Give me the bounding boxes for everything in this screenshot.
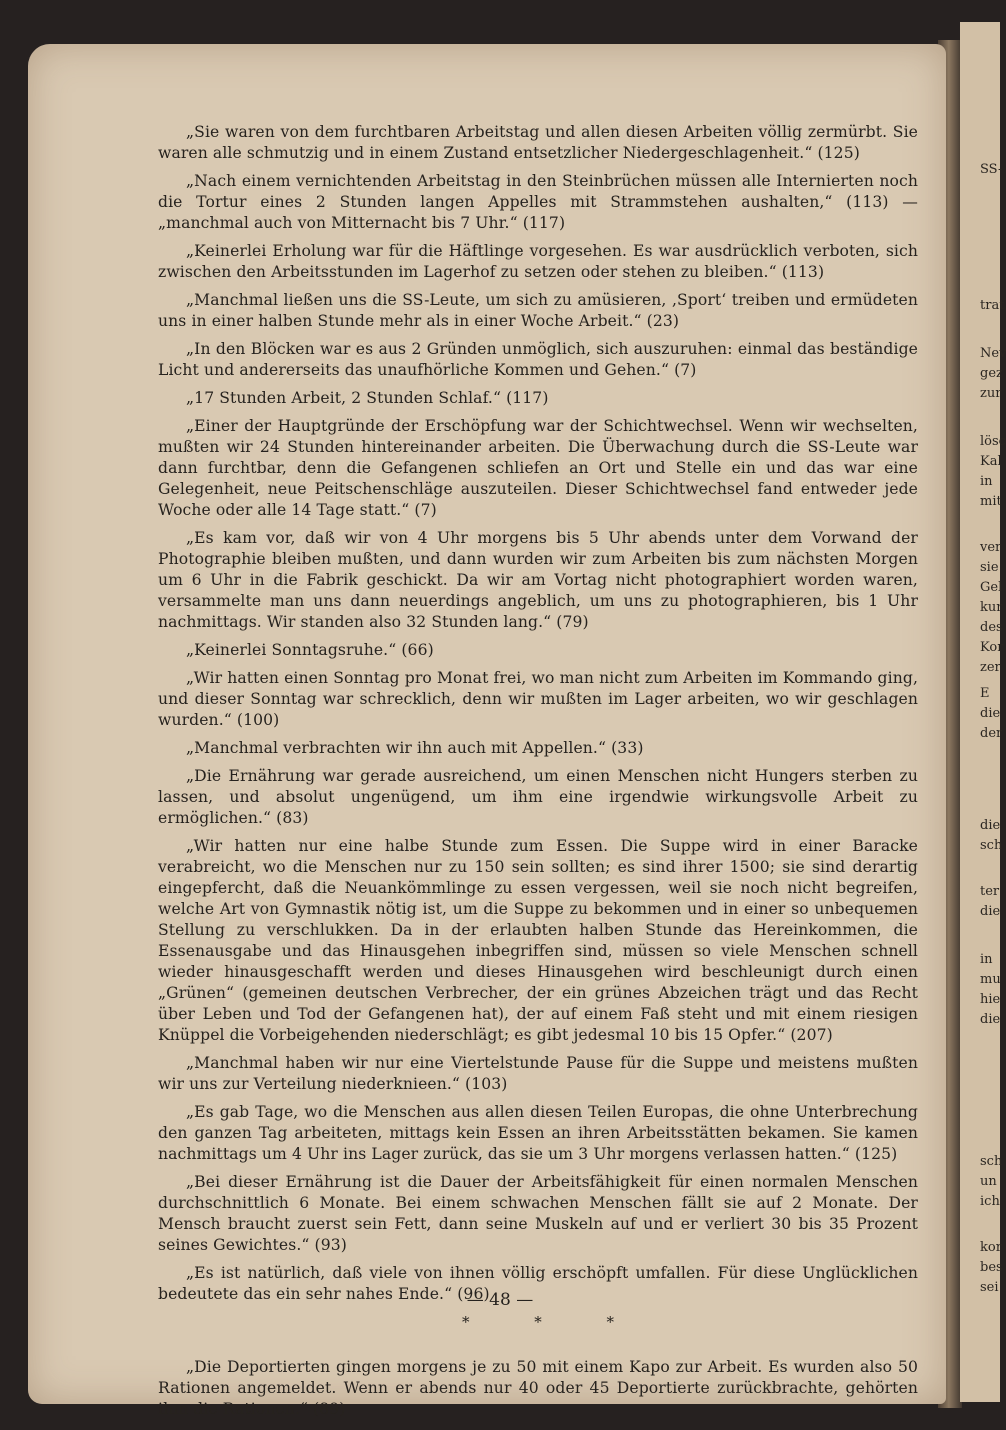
quote-paragraph: „Bei dieser Ernährung ist die Dauer der Arbeitsfähigkeit für einen normalen Menschen durchschnittlich 6 Monate. Bei einem schwachen Menschen fällt sie auf 2 Monate. Der Mensch braucht zuerst sein Fett, dann seine Muskeln auf und er verliert 30 bis 35 Prozent seines Gewichtes.“ (93): [158, 1173, 918, 1254]
adjacent-page-fragment: trat: [980, 298, 1005, 313]
adjacent-page-fragment: bes: [980, 1260, 1003, 1275]
quote-paragraph: „Einer der Hauptgründe der Erschöpfung war der Schichtwechsel. Wenn wir wechselten, mußten wir 24 Stunden hintereinander arbeiten. Die Überwachung durch die SS-Leute war dann furchtbar, denn die Gefangenen schliefen an Ort und Stelle ein und das war eine Gelegenheit, neue Peitschenschläge auszuteilen. Dieser Schichtwechsel fand entweder jede Woche oder alle 14 Tage statt.“ (7): [158, 417, 918, 519]
adjacent-page-fragment: sie: [980, 560, 999, 575]
quote-paragraph: „Nach einem vernichtenden Arbeitstag in den Steinbrüchen müssen alle Internierten noch die Tortur eines 2 Stunden langen Appelles mit Strammstehen aushalten,“ (113) — „manchmal auch von Mitternacht bis 7 Uhr.“ (117): [158, 172, 918, 232]
quote-paragraph: „Manchmal verbrachten wir ihn auch mit Appellen.“ (33): [186, 739, 644, 757]
quote-paragraph: „Manchmal ließen uns die SS-Leute, um sich zu amüsieren, ‚Sport‘ treiben und ermüdeten uns in einer halben Stunde mehr als in einer Woche Arbeit.“ (23): [158, 291, 918, 330]
adjacent-page-edge: [960, 22, 1006, 1402]
adjacent-page-fragment: E: [980, 686, 990, 701]
adjacent-page-fragment: ter: [980, 884, 1000, 899]
adjacent-page-fragment: kor: [980, 1240, 1002, 1255]
quote-paragraph: „Keinerlei Sonntagsruhe.“ (66): [186, 641, 434, 659]
adjacent-page-fragment: sch: [980, 838, 1003, 853]
quote-paragraph: „17 Stunden Arbeit, 2 Stunden Schlaf.“ (117): [186, 389, 549, 407]
section-separator: * * *: [461, 1313, 615, 1331]
adjacent-page-fragment: in: [980, 952, 993, 967]
adjacent-page-fragment: gez: [980, 366, 1003, 381]
adjacent-page-fragment: kur: [980, 600, 1003, 615]
quote-paragraph: „Es gab Tage, wo die Menschen aus allen diesen Teilen Europas, die ohne Unterbrechung den ganzen Tag arbeiteten, mittags kein Essen an ihren Arbeitsstätten bekamen. Sie kamen nachmittags um 4 Uhr ins Lager zurück, das sie um 3 Uhr morgens verlassen hatten.“ (125): [158, 1103, 918, 1163]
adjacent-page-fragment: hie: [980, 992, 1001, 1007]
adjacent-page-fragment: sei: [980, 1280, 999, 1295]
adjacent-page-fragment: zur: [980, 386, 1002, 401]
quote-paragraph: „Wir hatten einen Sonntag pro Monat frei, wo man nicht zum Arbeiten im Kommando ging, und dieser Sonntag war schrecklich, denn wir mußten im Lager arbeiten, wo wir geschlagen wurden.“ (100): [158, 669, 918, 729]
quote-paragraph: „Wir hatten nur eine halbe Stunde zum Essen. Die Suppe wird in einer Baracke verabreicht, wo die Menschen nur zu 150 sein sollten; es sind ihrer 1500; sie sind derartig eingepfercht, daß die Neuankömmlinge zu essen vergessen, weil sie noch nicht begreifen, welche Art von Gymnastik nötig ist, um die Suppe zu bekommen und in einer so unbequemen Stellung zu verschlukken. Da in der erlaubten halben Stunde das Hereinkommen, die Essenausgabe und das Hinausgehen inbegriffen sind, müssen so viele Menschen schnell wieder hinausgeschafft werden und dieses Hinausgehen wird beschleunigt durch einen „Grünen“ (gemeinen deutschen Verbrecher, der ein grünes Abzeichen trägt und das Recht über Leben und Tod der Gefangenen hat), der auf einem Faß steht und mit einem riesigen Knüppel die Vorbeigehenden niederschlägt; es gibt jedesmal 10 bis 15 Opfer.“ (207): [158, 837, 918, 1044]
adjacent-page-fragment: mit: [980, 494, 1002, 509]
adjacent-page-fragment: mu: [980, 972, 1001, 987]
adjacent-page-fragment: in: [980, 474, 993, 489]
adjacent-page-fragment: die: [980, 818, 1001, 833]
adjacent-page-fragment: der: [980, 726, 1003, 741]
adjacent-page-fragment: sch: [980, 1154, 1003, 1169]
adjacent-page-fragment: die: [980, 706, 1001, 721]
adjacent-page-fragment: zer: [980, 660, 1001, 675]
quote-paragraph: „Die Ernährung war gerade ausreichend, um einen Menschen nicht Hungers sterben zu lassen, und absolut ungenügend, um ihm eine irgendwie wirkungsvolle Arbeit zu ermöglichen.“ (83): [158, 767, 918, 827]
adjacent-page-fragment: ich: [980, 1194, 1000, 1209]
final-quote-paragraph: „Die Deportierten gingen morgens je zu 50 mit einem Kapo zur Arbeit. Es wurden also 50 Rationen angemeldet. Wenn er abends nur 40 oder 45 Deportierte zurückbrachte, gehörten ihm die Rationen.“ (89): [158, 1358, 918, 1418]
adjacent-page-fragment: die: [980, 1012, 1001, 1027]
adjacent-page-fragment: die: [980, 904, 1001, 919]
adjacent-page-fragment: un: [980, 1174, 997, 1189]
page-body-text: [158, 122, 918, 1427]
quote-paragraph: „Es kam vor, daß wir von 4 Uhr morgens bis 5 Uhr abends unter dem Vorwand der Photographie bleiben mußten, und dann wurden wir zum Arbeiten bis zum nächsten Morgen um 6 Uhr in die Fabrik geschickt. Da wir am Vortag nicht photographiert worden waren, versammelte man uns dann neuerdings angeblich, um uns zu photographieren, bis 1 Uhr nachmittags. Wir standen also 32 Stunden lang.“ (79): [158, 529, 918, 631]
adjacent-page-fragment: Gel: [980, 580, 1003, 595]
quote-paragraph: „Es ist natürlich, daß viele von ihnen völlig erschöpft umfallen. Für diese Unglücklichen bedeutete das ein sehr nahes Ende.“ (96): [158, 1264, 918, 1303]
quote-paragraph: „Sie waren von dem furchtbaren Arbeitstag und allen diesen Arbeiten völlig zermürbt. Sie waren alle schmutzig und in einem Zustand entsetzlicher Niedergeschlagenheit.“ (125): [158, 123, 918, 162]
adjacent-page-fragment: Kal: [980, 454, 1002, 469]
page-number: — 48 —: [466, 1290, 534, 1310]
quote-paragraph: „Manchmal haben wir nur eine Viertelstunde Pause für die Suppe und meistens mußten wir uns zur Verteilung niederknieen.“ (103): [158, 1054, 918, 1093]
adjacent-page-fragment: Nev: [980, 346, 1006, 361]
adjacent-page-fragment: Kor: [980, 640, 1004, 655]
adjacent-page-fragment: lösc: [980, 434, 1006, 449]
quote-paragraph: „Keinerlei Erholung war für die Häftlinge vorgesehen. Es war ausdrücklich verboten, sich zwischen den Arbeitsstunden im Lagerhof zu setzen oder stehen zu bleiben.“ (113): [158, 242, 918, 281]
quote-paragraph: „In den Blöcken war es aus 2 Gründen unmöglich, sich auszuruhen: einmal das beständige Licht und andererseits das unaufhörliche Kommen und Gehen.“ (7): [158, 340, 918, 379]
adjacent-page-fragment: des: [980, 620, 1003, 635]
adjacent-page-fragment: ver: [980, 540, 1002, 555]
adjacent-page-fragment: SS-: [980, 162, 1003, 177]
